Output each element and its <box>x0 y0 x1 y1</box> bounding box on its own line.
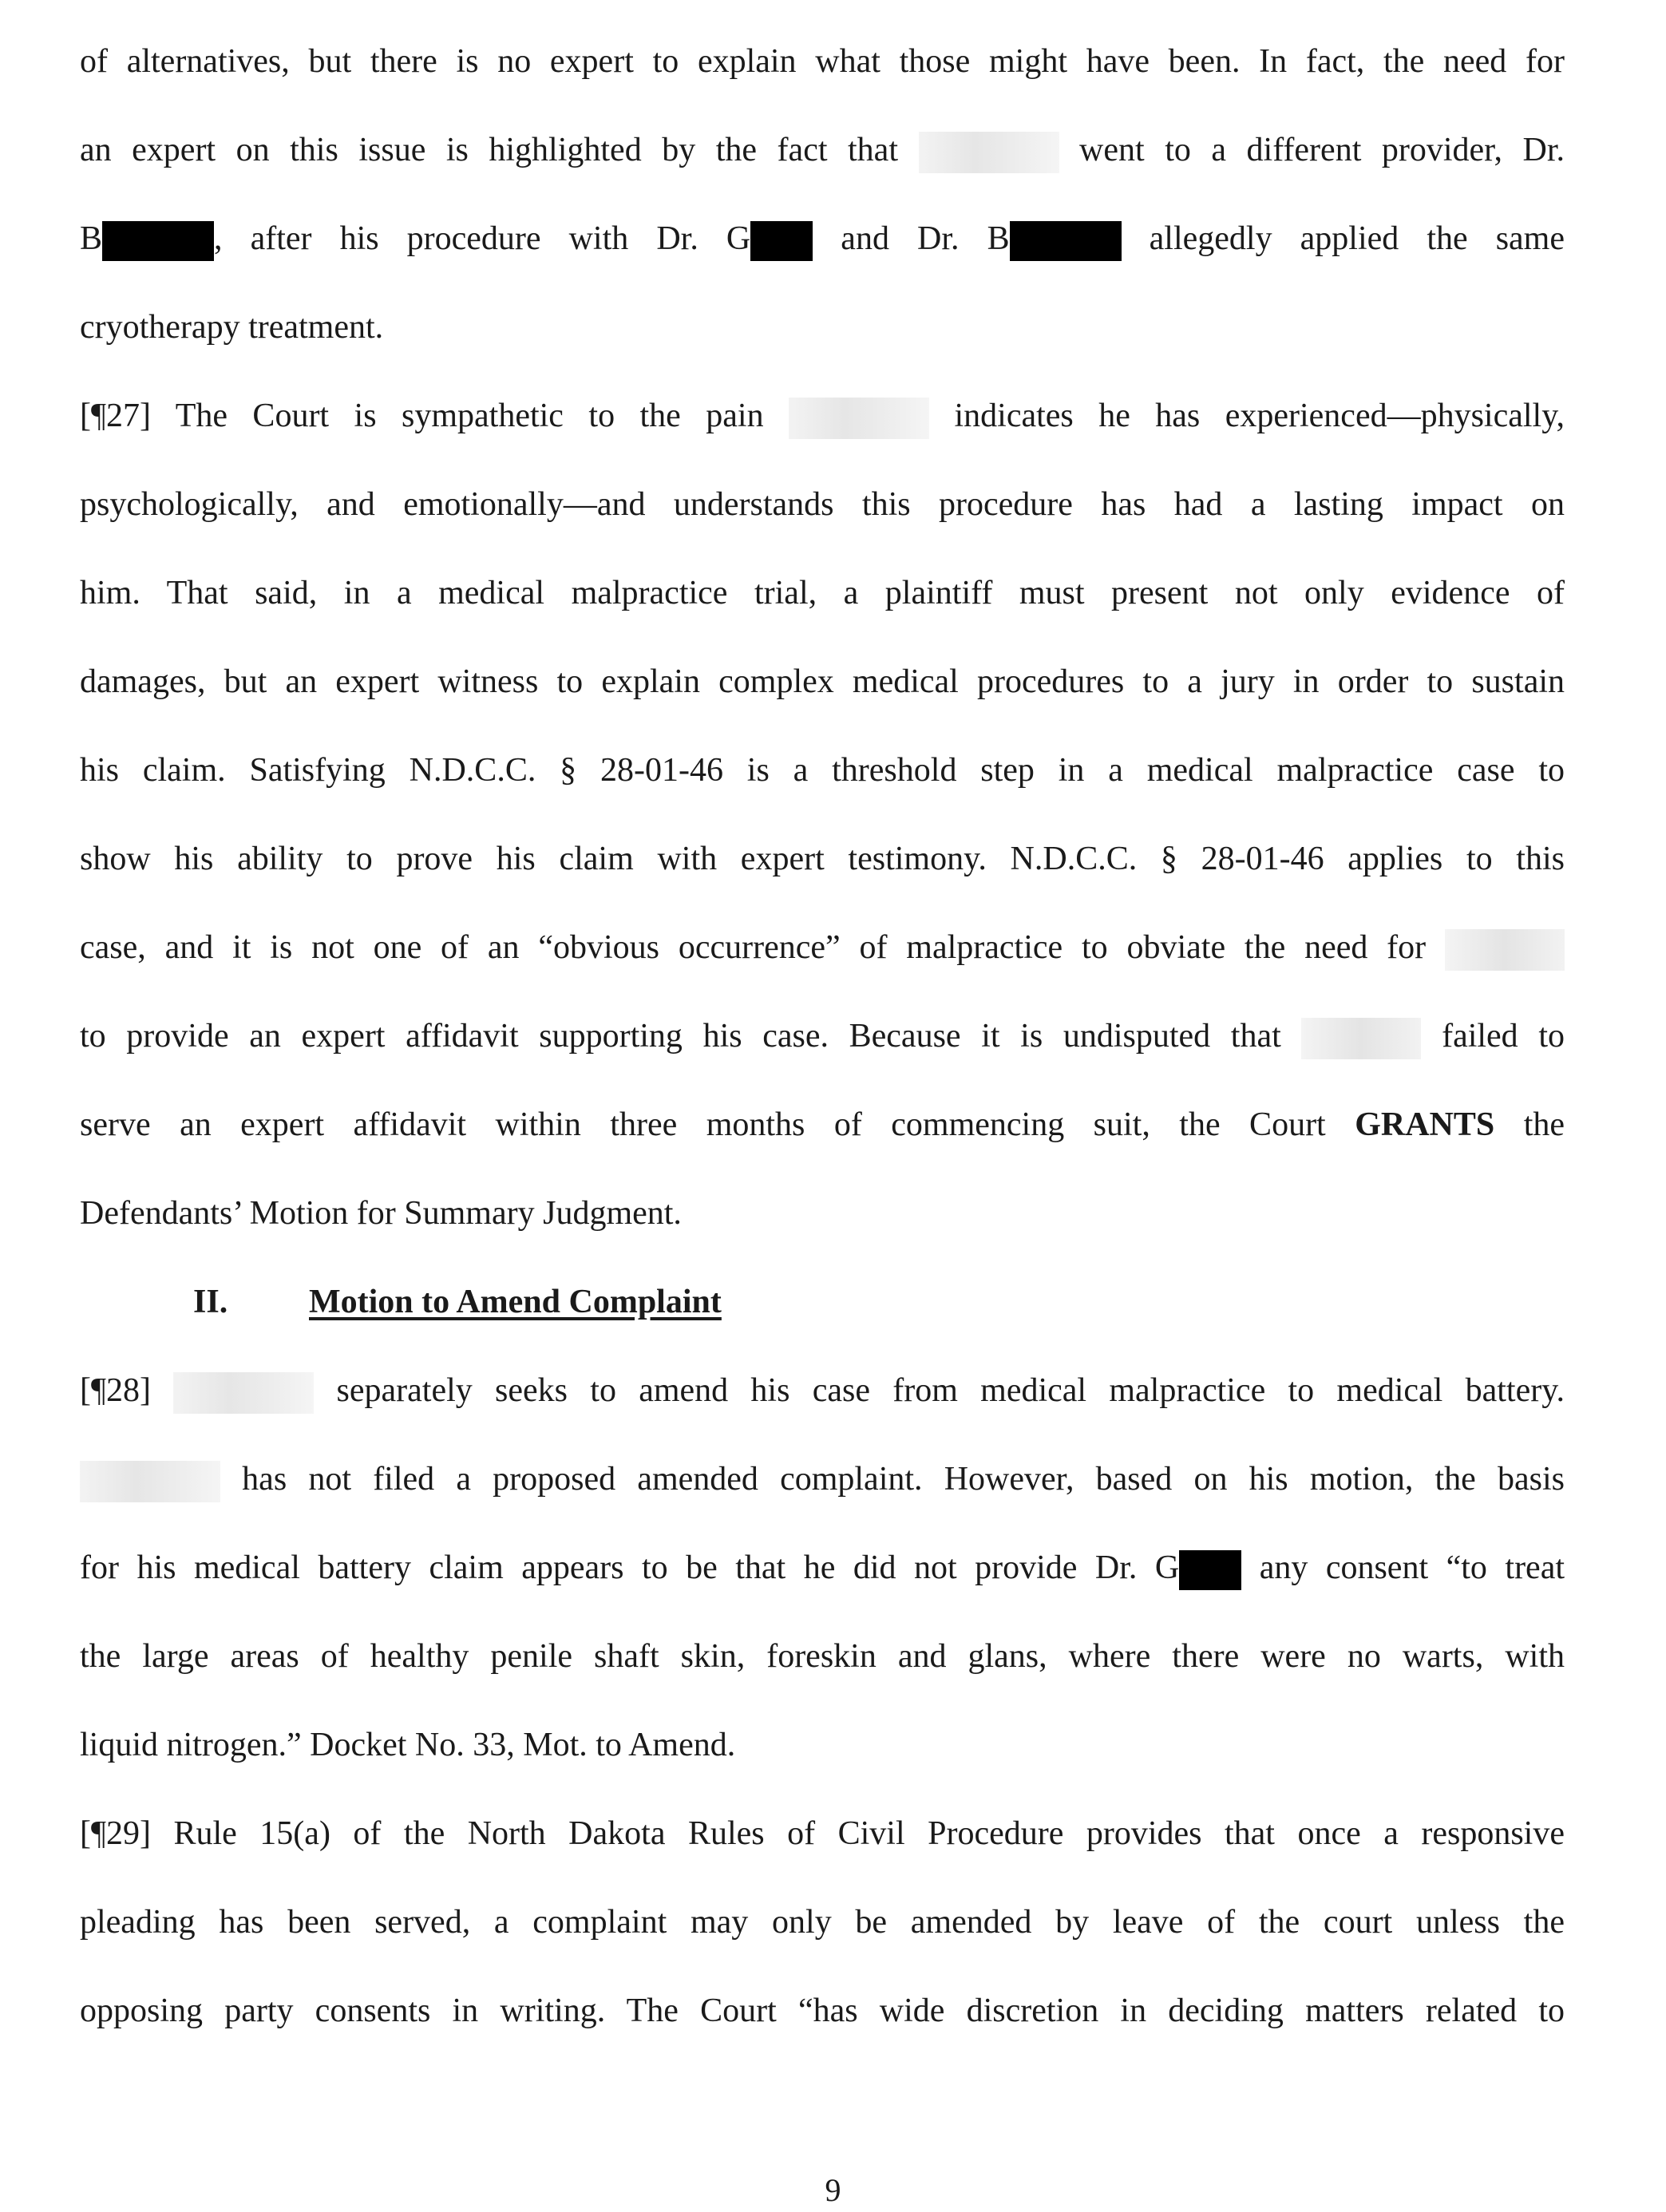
text-line <box>80 1613 1565 1701</box>
text-segment: [¶28] <box>80 1372 174 1409</box>
redaction <box>80 1461 220 1502</box>
text-segment: failed to <box>1421 1018 1565 1055</box>
text-segment: the <box>1494 1106 1565 1143</box>
redaction <box>1445 929 1565 971</box>
text-segment: , after his procedure with Dr. G <box>214 220 751 257</box>
text-line <box>80 1435 1565 1524</box>
text-segment: of alternatives, but there is no expert to explain what those might have been. In fact, the need for <box>80 43 1565 80</box>
text-segment: psychologically, and emotionally—and understands this procedure has had a lasting impact on <box>80 486 1565 523</box>
text-line <box>80 638 1565 726</box>
page-number: 9 <box>825 2172 841 2208</box>
text-segment: show his ability to prove his claim with expert testimony. N.D.C.C. § 28-01-46 applies to this <box>80 841 1565 877</box>
text-line <box>80 1790 1565 1878</box>
redaction <box>919 132 1059 173</box>
text-line <box>80 1878 1565 1967</box>
redaction <box>1301 1018 1421 1059</box>
text-segment: serve an expert affidavit within three months of commencing suit, the Court <box>80 1106 1355 1143</box>
section-number: II. <box>193 1284 228 1320</box>
text-segment: and Dr. B <box>813 220 1010 257</box>
text-line <box>80 726 1565 815</box>
text-line <box>80 992 1565 1081</box>
redaction <box>750 221 813 261</box>
bold-text: GRANTS <box>1355 1106 1495 1143</box>
text-line <box>80 1524 1565 1613</box>
section-title: Motion to Amend Complaint <box>309 1284 722 1320</box>
text-segment: Defendants’ Motion for Summary Judgment. <box>80 1195 682 1232</box>
text-segment: [¶27] The Court is sympathetic to the pain <box>80 398 789 434</box>
text-line <box>80 1347 1565 1435</box>
text-segment: any consent “to treat <box>1241 1549 1565 1586</box>
text-segment: an expert on this issue is highlighted by the fact that <box>80 132 919 168</box>
text-line <box>80 106 1565 195</box>
document-body <box>80 18 1565 2056</box>
redaction <box>1179 1550 1241 1590</box>
text-line <box>80 904 1565 992</box>
text-line <box>80 461 1565 549</box>
text-segment: allegedly applied the same <box>1121 220 1565 257</box>
text-segment: separately seeks to amend his case from medical malpractice to medical battery. <box>314 1372 1565 1409</box>
text-segment: liquid nitrogen.” Docket No. 33, Mot. to Amend. <box>80 1727 736 1763</box>
text-segment: pleading has been served, a complaint may only be amended by leave of the court unless the <box>80 1904 1565 1941</box>
text-segment: damages, but an expert witness to explain complex medical procedures to a jury in order to sustain <box>80 663 1565 700</box>
text-segment: case, and it is not one of an “obvious occurrence” of malpractice to obviate the need for <box>80 929 1445 966</box>
text-line <box>80 372 1565 461</box>
text-segment: indicates he has experienced—physically, <box>929 398 1565 434</box>
text-segment: has not filed a proposed amended complaint. However, based on his motion, the basis <box>220 1461 1565 1498</box>
text-segment: for his medical battery claim appears to be that he did not provide Dr. G <box>80 1549 1180 1586</box>
text-line <box>80 18 1565 106</box>
text-segment: B <box>80 220 103 257</box>
text-segment: cryotherapy treatment. <box>80 309 384 346</box>
text-line <box>80 195 1565 283</box>
text-segment: [¶29] Rule 15(a) of the North Dakota Rules of Civil Procedure provides that once a responsive <box>80 1815 1565 1852</box>
text-segment: him. That said, in a medical malpractice trial, a plaintiff must present not only evidence of <box>80 575 1565 611</box>
section-heading <box>80 1258 1565 1347</box>
text-segment: the large areas of healthy penile shaft skin, foreskin and glans, where there were no warts, with <box>80 1638 1565 1675</box>
text-segment: his claim. Satisfying N.D.C.C. § 28-01-46 is a threshold step in a medical malpractice case to <box>80 752 1565 789</box>
text-segment: opposing party consents in writing. The Court “has wide discretion in deciding matters related to <box>80 1992 1565 2029</box>
text-line <box>80 1081 1565 1169</box>
text-line <box>80 1169 1565 1258</box>
text-segment: went to a different provider, Dr. <box>1059 132 1565 168</box>
text-line <box>80 283 1565 372</box>
text-line <box>80 549 1565 638</box>
redaction <box>173 1372 314 1414</box>
text-line <box>80 1967 1565 2056</box>
redaction <box>102 221 214 261</box>
redaction <box>789 398 929 439</box>
text-segment: to provide an expert affidavit supporting his case. Because it is undisputed that <box>80 1018 1302 1055</box>
text-line <box>80 815 1565 904</box>
text-line <box>80 1701 1565 1790</box>
redaction <box>1010 221 1122 261</box>
